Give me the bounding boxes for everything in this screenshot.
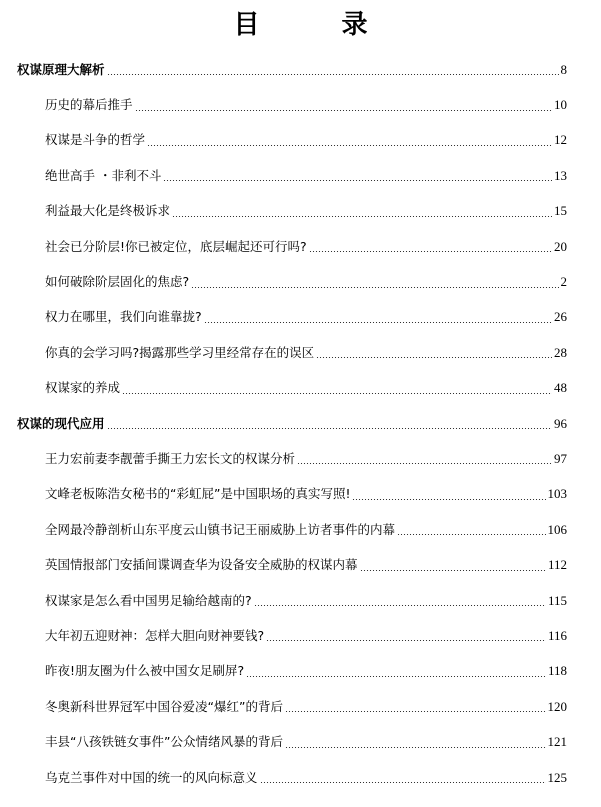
toc-entry-page-number: 106 xyxy=(547,521,567,537)
toc-entry-page-number: 125 xyxy=(547,769,567,785)
toc-entry-title: 权谋的现代应用 xyxy=(17,415,105,431)
toc-entry-title: 王力宏前妻李靓蕾手撕王力宏长文的权谋分析 xyxy=(45,450,296,466)
toc-entry-title: 社会已分阶层!你已被定位，底层崛起还可行吗? xyxy=(45,238,307,254)
dot-leader xyxy=(260,782,546,783)
toc-entry[interactable] xyxy=(0,760,601,795)
toc-section-heading[interactable] xyxy=(0,406,601,441)
toc-entry-title: 权谋是斗争的哲学 xyxy=(45,132,146,148)
toc-section-heading[interactable] xyxy=(0,52,601,87)
toc-entry-page-number: 116 xyxy=(547,627,567,643)
dot-leader xyxy=(172,216,552,217)
toc-entry-page-number: 118 xyxy=(547,663,567,679)
toc-entry-page-number: 115 xyxy=(547,592,567,608)
dot-leader xyxy=(297,463,552,464)
toc-entry-page-number: 28 xyxy=(554,344,567,360)
toc-entry-page-number: 2 xyxy=(560,274,567,290)
toc-entry[interactable] xyxy=(0,583,601,618)
toc-entry[interactable] xyxy=(0,512,601,547)
dot-leader xyxy=(309,251,552,252)
dot-leader xyxy=(135,110,552,111)
toc-entry-title: 乌克兰事件对中国的统一的风向标意义 xyxy=(45,769,258,785)
toc-entry-title: 利益最大化是终极诉求 xyxy=(45,203,171,219)
toc-entry[interactable] xyxy=(0,689,601,724)
toc-entry[interactable] xyxy=(0,300,601,335)
dot-leader xyxy=(397,534,545,535)
toc-entry[interactable] xyxy=(0,158,601,193)
toc-entry-title: 绝世高手 ・非利不斗 xyxy=(45,167,162,183)
dot-leader xyxy=(147,145,552,146)
dot-leader xyxy=(285,747,546,748)
toc-entry-title: 权谋原理大解析 xyxy=(17,61,105,77)
dot-leader xyxy=(254,605,546,606)
toc-entry[interactable] xyxy=(0,477,601,512)
toc-entry-title: 昨夜!朋友圈为什么被中国女足刷屏? xyxy=(45,663,245,679)
dot-leader xyxy=(360,570,546,571)
toc-entry-title: 大年初五迎财神：怎样大胆向财神要钱? xyxy=(45,627,265,643)
toc-entry[interactable] xyxy=(0,87,601,122)
toc-entry[interactable] xyxy=(0,123,601,158)
dot-leader xyxy=(107,428,552,429)
toc-entry-page-number: 10 xyxy=(554,97,567,113)
toc-entry-page-number: 121 xyxy=(547,734,567,750)
toc-entry-page-number: 120 xyxy=(547,698,567,714)
toc-entry-page-number: 48 xyxy=(554,380,567,396)
dot-leader xyxy=(191,287,558,288)
page-title: 目 录 xyxy=(233,10,396,40)
toc-entry-title: 你真的会学习吗?揭露那些学习里经常存在的误区 xyxy=(45,344,315,360)
toc-entry[interactable] xyxy=(0,335,601,370)
toc-entry-page-number: 15 xyxy=(554,203,567,219)
toc-entry-title: 全网最冷静剖析山东平度云山镇书记王丽威胁上访者事件的内幕 xyxy=(45,521,396,537)
toc-entry-page-number: 26 xyxy=(554,309,567,325)
toc-entry-title: 英国情报部门安插间谍调查华为设备安全威胁的权谋内幕 xyxy=(45,557,358,573)
dot-leader xyxy=(246,676,546,677)
toc-entry-page-number: 112 xyxy=(547,557,567,573)
toc-entry-page-number: 20 xyxy=(554,238,567,254)
toc-entry-title: 历史的幕后推手 xyxy=(45,97,133,113)
toc-entry-page-number: 96 xyxy=(554,415,567,431)
toc-entry[interactable] xyxy=(0,618,601,653)
toc-entry-page-number: 8 xyxy=(560,61,567,77)
dot-leader xyxy=(122,393,552,394)
dot-leader xyxy=(163,180,552,181)
dot-leader xyxy=(266,640,546,641)
toc-entry[interactable] xyxy=(0,194,601,229)
toc-entry[interactable] xyxy=(0,371,601,406)
toc-entry-title: 冬奥新科世界冠军中国谷爱凌“爆红”的背后 xyxy=(45,698,283,714)
toc-entry-page-number: 97 xyxy=(554,450,567,466)
toc-entry[interactable] xyxy=(0,264,601,299)
toc-entry-page-number: 103 xyxy=(547,486,567,502)
toc-entry-page-number: 12 xyxy=(554,132,567,148)
dot-leader xyxy=(316,357,552,358)
toc-entry[interactable] xyxy=(0,441,601,476)
dot-leader xyxy=(352,499,545,500)
toc-entry[interactable] xyxy=(0,654,601,689)
toc-entry-title: 文峰老板陈浩女秘书的“彩虹屁”是中国职场的真实写照! xyxy=(45,486,351,502)
table-of-contents xyxy=(0,52,601,795)
toc-entry[interactable] xyxy=(0,724,601,759)
dot-leader xyxy=(204,322,552,323)
dot-leader xyxy=(285,711,546,712)
toc-entry-title: 如何破除阶层固化的焦虑? xyxy=(45,274,190,290)
toc-entry-title: 权力在哪里，我们向谁靠拢? xyxy=(45,309,202,325)
toc-entry-title: 丰县“八孩铁链女事件”公众情绪风暴的背后 xyxy=(45,734,283,750)
toc-entry-title: 权谋家是怎么看中国男足输给越南的? xyxy=(45,592,252,608)
toc-entry-title: 权谋家的养成 xyxy=(45,380,121,396)
toc-entry[interactable] xyxy=(0,229,601,264)
toc-entry[interactable] xyxy=(0,547,601,582)
toc-entry-page-number: 13 xyxy=(554,167,567,183)
dot-leader xyxy=(107,74,559,75)
